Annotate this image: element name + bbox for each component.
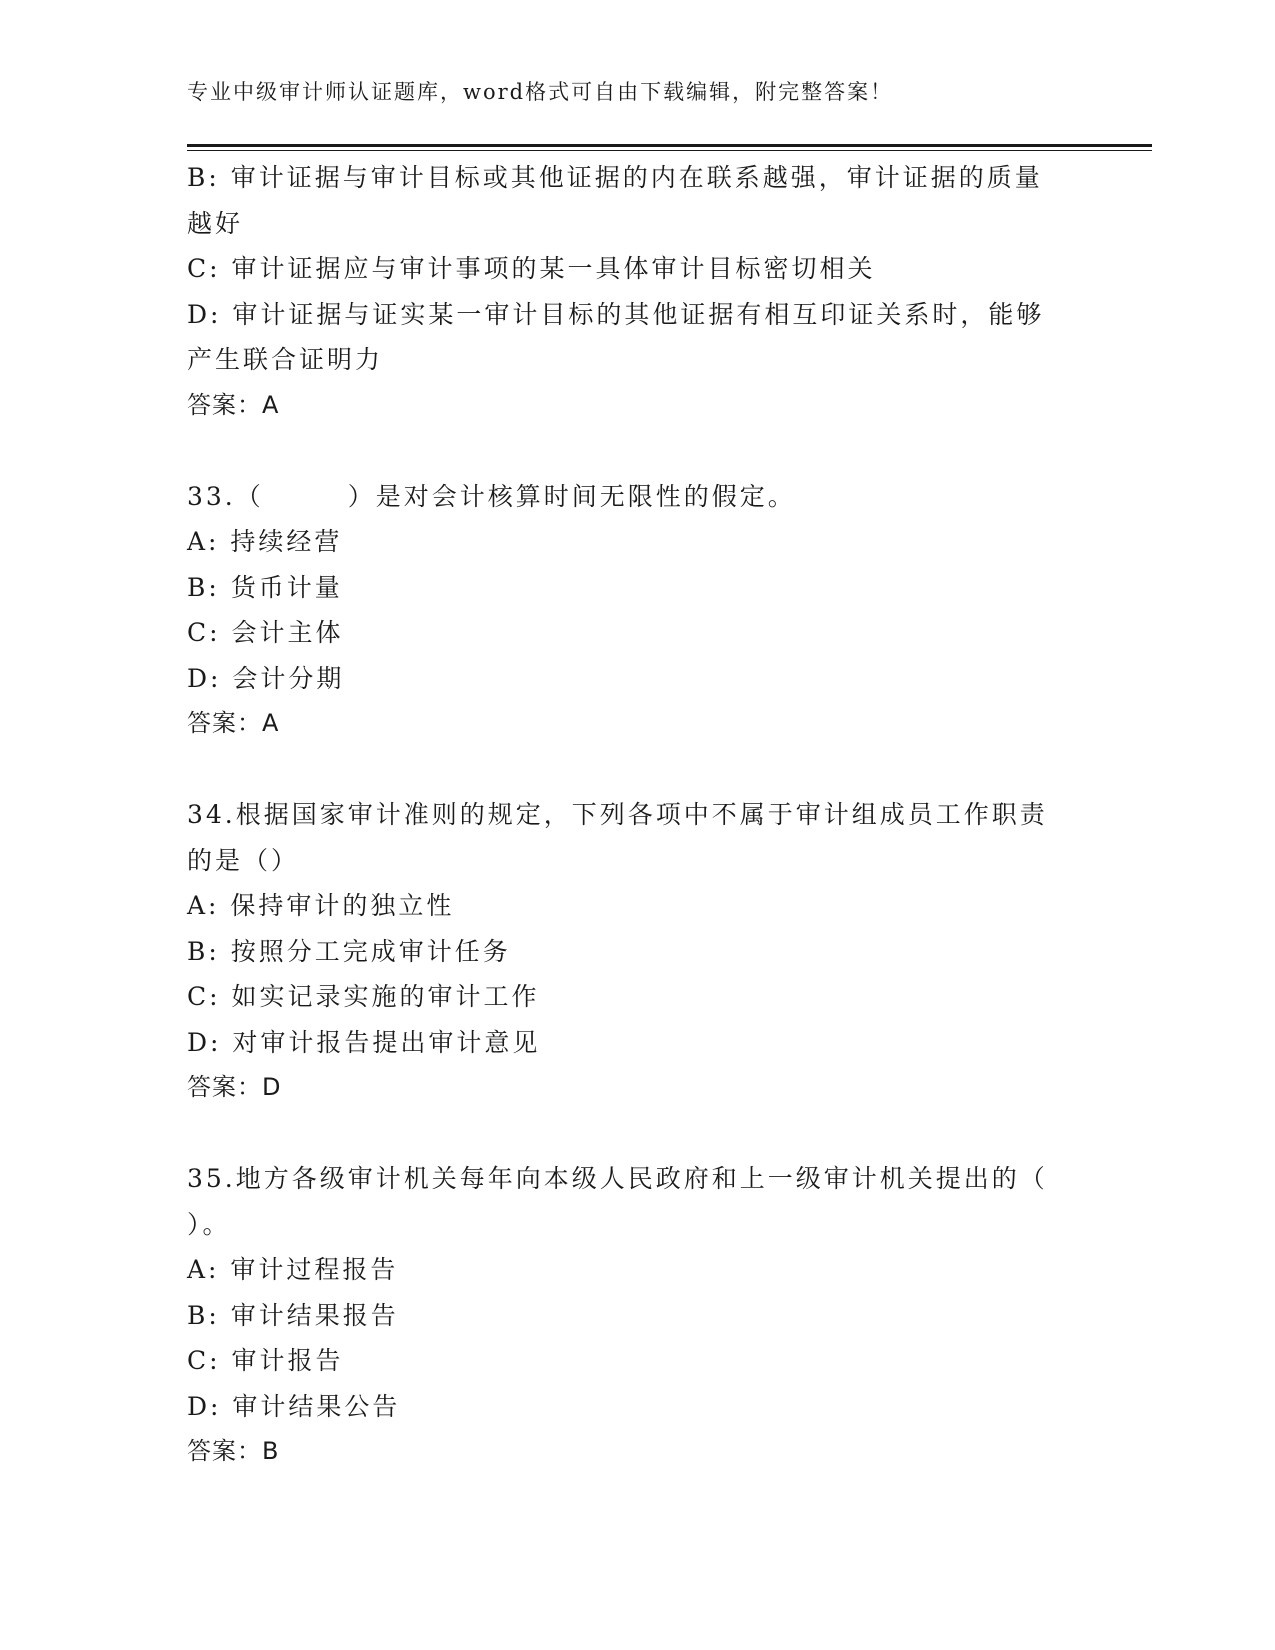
answer: 答案：A [187,709,280,737]
question-stem-cont: 的是（） [187,845,300,875]
option-c: C: 审计报告 [187,1346,344,1375]
option-c: C: 审计证据应与审计事项的某一具体审计目标密切相关 [187,254,876,283]
answer: 答案：A [187,390,280,419]
header-rule-thick [187,144,1152,147]
option-a: A: 保持审计的独立性 [187,891,455,920]
option-a: A: 持续经营 [187,527,343,556]
page-header: 专业中级审计师认证题库，word格式可自由下载编辑，附完整答案！ [187,80,894,104]
option-b-cont: 越好 [187,208,244,238]
option-d-cont: 产生联合证明力 [187,345,384,374]
answer: 答案：D [187,1073,282,1101]
option-d: D: 审计结果公告 [187,1391,401,1421]
option-c: C: 会计主体 [187,618,344,647]
spacer [187,428,1077,474]
option-a: A: 审计过程报告 [187,1255,399,1284]
prev-question-block [187,155,1077,428]
spacer [187,1111,1077,1157]
option-b: B: 按照分工完成审计任务 [187,936,511,966]
option-b: B: 审计证据与审计目标或其他证据的内在联系越强，审计证据的质量 [187,163,1043,192]
question-stem: 33.（ ）是对会计核算时间无限性的假定。 [187,481,796,511]
question-34 [187,792,1077,1111]
question-stem-cont: ）。 [187,1209,231,1239]
question-33 [187,474,1077,747]
option-d: D: 会计分期 [187,663,345,693]
option-b: B: 货币计量 [187,572,343,602]
header-rule-thin [187,150,1152,151]
option-b: B: 审计结果报告 [187,1300,399,1330]
answer: 答案：B [187,1437,280,1465]
question-stem: 34.根据国家审计准则的规定，下列各项中不属于审计组成员工作职责 [187,800,1048,829]
option-c: C: 如实记录实施的审计工作 [187,982,540,1011]
spacer [187,747,1077,793]
option-d: D: 对审计报告提出审计意见 [187,1027,541,1057]
question-content [187,155,1077,1475]
option-d: D: 审计证据与证实某一审计目标的其他证据有相互印证关系时，能够 [187,299,1045,329]
question-stem: 35.地方各级审计机关每年向本级人民政府和上一级审计机关提出的（ [187,1164,1048,1193]
question-35 [187,1156,1077,1475]
